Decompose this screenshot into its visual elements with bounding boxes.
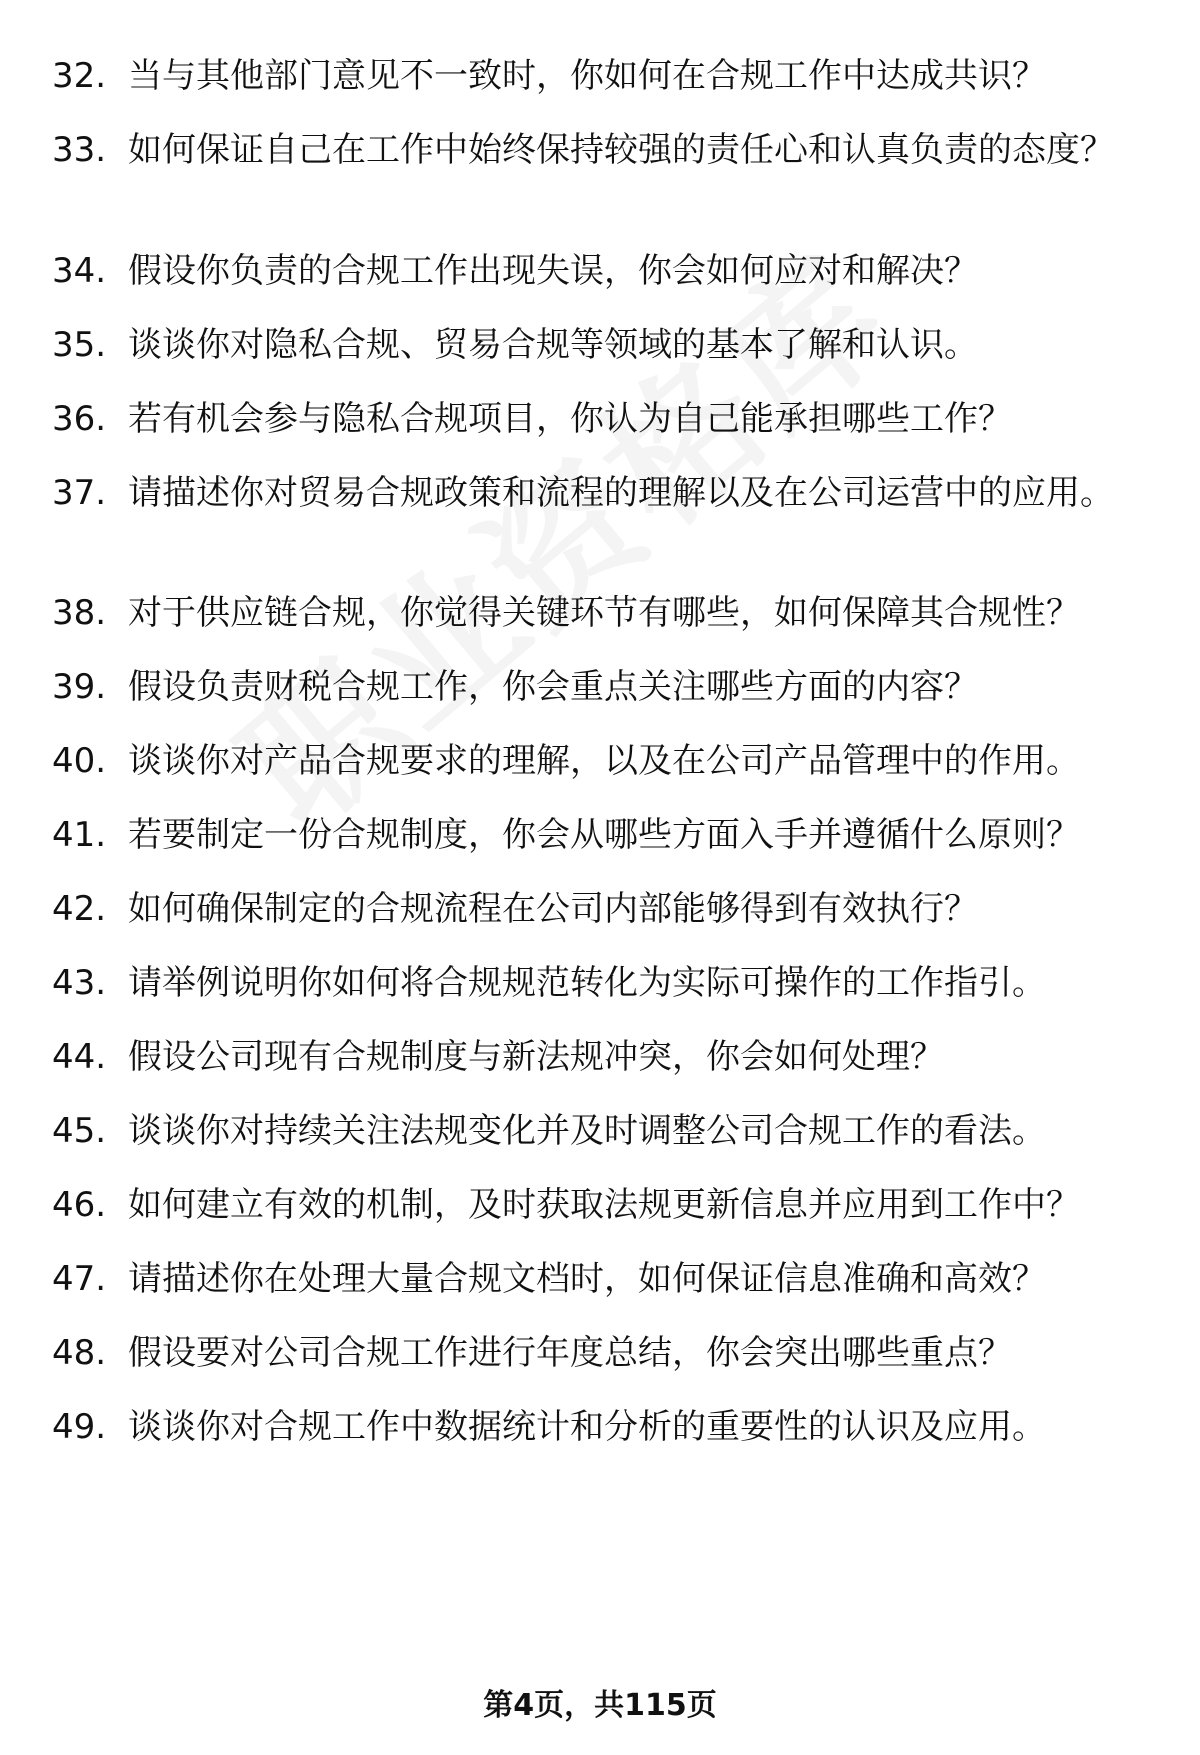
list-item — [52, 322, 1152, 368]
question-number: 46. — [52, 1185, 107, 1225]
list-item — [52, 1182, 1152, 1228]
question-number: 49. — [52, 1407, 107, 1447]
list-item — [52, 1034, 1152, 1080]
question-number: 41. — [52, 815, 107, 855]
question-text: 请举例说明你如何将合规规范转化为实际可操作的工作指引。 — [128, 963, 1046, 1003]
question-text: 当与其他部门意见不一致时，你如何在合规工作中达成共识？ — [128, 56, 1046, 96]
question-number: 35. — [52, 325, 107, 365]
list-item — [52, 470, 1152, 516]
list-item — [52, 1404, 1152, 1450]
question-number: 32. — [52, 56, 107, 96]
question-number: 45. — [52, 1111, 107, 1151]
question-number: 39. — [52, 667, 107, 707]
list-item — [52, 590, 1152, 636]
list-item — [52, 1330, 1152, 1376]
question-text: 谈谈你对隐私合规、贸易合规等领域的基本了解和认识。 — [128, 325, 978, 365]
list-item — [52, 960, 1152, 1006]
list-item — [52, 1256, 1152, 1302]
list-item — [52, 664, 1152, 710]
question-number: 43. — [52, 963, 107, 1003]
question-number: 42. — [52, 889, 107, 929]
question-text: 如何建立有效的机制，及时获取法规更新信息并应用到工作中？ — [128, 1185, 1080, 1225]
list-item — [52, 127, 1152, 173]
question-number: 48. — [52, 1333, 107, 1373]
question-number: 47. — [52, 1259, 107, 1299]
question-number: 37. — [52, 473, 107, 513]
list-item — [52, 738, 1152, 784]
question-text: 假设公司现有合规制度与新法规冲突，你会如何处理？ — [128, 1037, 944, 1077]
question-text: 假设要对公司合规工作进行年度总结，你会突出哪些重点？ — [128, 1333, 1012, 1373]
question-number: 40. — [52, 741, 107, 781]
list-item — [52, 1108, 1152, 1154]
question-text: 谈谈你对产品合规要求的理解，以及在公司产品管理中的作用。 — [128, 741, 1080, 781]
page-footer: 第4页，共115页 — [483, 1688, 717, 1723]
question-text: 如何保证自己在工作中始终保持较强的责任心和认真负责的态度？ — [128, 130, 1114, 170]
list-item — [52, 248, 1152, 294]
question-text: 请描述你对贸易合规政策和流程的理解以及在公司运营中的应用。 — [128, 473, 1114, 513]
question-number: 36. — [52, 399, 107, 439]
question-text: 对于供应链合规，你觉得关键环节有哪些，如何保障其合规性？ — [128, 593, 1080, 633]
list-item — [52, 53, 1152, 99]
question-text: 请描述你在处理大量合规文档时，如何保证信息准确和高效？ — [128, 1259, 1046, 1299]
question-text: 假设负责财税合规工作，你会重点关注哪些方面的内容？ — [128, 667, 978, 707]
question-text: 谈谈你对持续关注法规变化并及时调整公司合规工作的看法。 — [128, 1111, 1046, 1151]
question-text: 若要制定一份合规制度，你会从哪些方面入手并遵循什么原则？ — [128, 815, 1080, 855]
question-number: 38. — [52, 593, 107, 633]
question-number: 34. — [52, 251, 107, 291]
question-text: 如何确保制定的合规流程在公司内部能够得到有效执行？ — [128, 889, 978, 929]
list-item — [52, 886, 1152, 932]
question-number: 44. — [52, 1037, 107, 1077]
list-item — [52, 396, 1152, 442]
question-text: 谈谈你对合规工作中数据统计和分析的重要性的认识及应用。 — [128, 1407, 1046, 1447]
question-text: 若有机会参与隐私合规项目，你认为自己能承担哪些工作？ — [128, 399, 1012, 439]
question-text: 假设你负责的合规工作出现失误，你会如何应对和解决？ — [128, 251, 978, 291]
question-number: 33. — [52, 130, 107, 170]
list-item — [52, 812, 1152, 858]
